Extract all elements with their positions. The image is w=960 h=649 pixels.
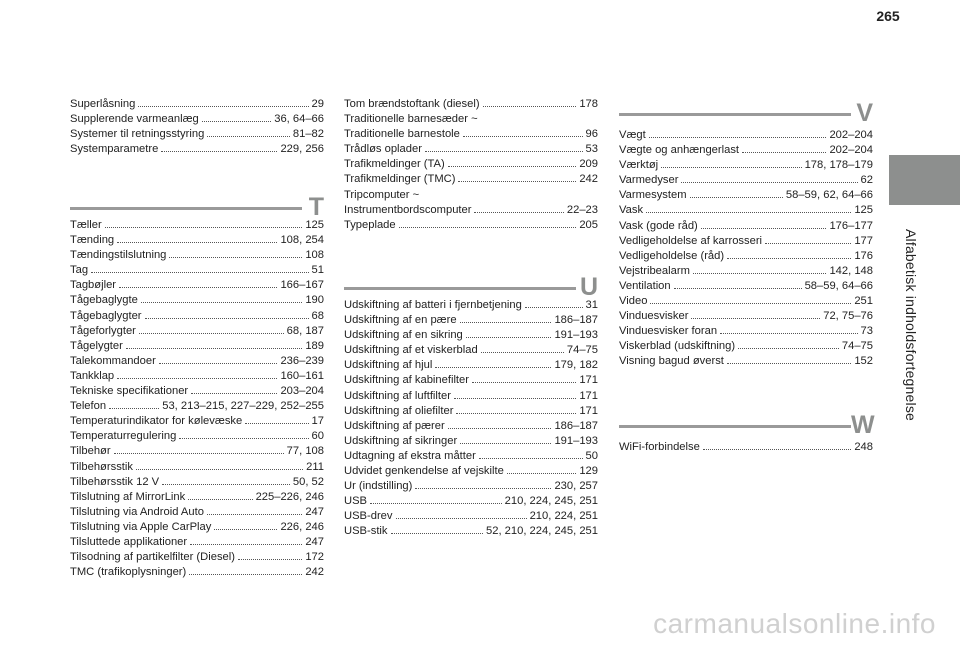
index-pages: 171 — [579, 374, 598, 387]
index-entry — [70, 248, 324, 263]
index-pages: 74–75 — [841, 340, 873, 353]
index-pages: 31 — [585, 299, 598, 311]
index-entry — [70, 293, 324, 308]
section-divider — [619, 113, 851, 116]
index-term: Tilsluttede applikationer — [70, 535, 188, 548]
index-entry — [344, 188, 598, 203]
index-term: Varmesystem — [619, 189, 687, 202]
index-entry — [70, 142, 324, 157]
index-pages: 251 — [854, 295, 873, 308]
index-entry — [619, 234, 873, 249]
chapter-tab — [889, 155, 960, 205]
index-entry — [70, 339, 324, 354]
index-term: Varmedyser — [619, 174, 679, 187]
index-entry — [70, 233, 324, 248]
index-term: Tilbehørsstik — [70, 460, 133, 473]
index-pages: 225–226, 246 — [255, 490, 324, 503]
index-section-w — [619, 408, 873, 455]
index-term: Udskiftning af en sikring — [344, 329, 463, 342]
section-letter: W — [851, 411, 875, 439]
index-entry — [70, 369, 324, 384]
index-term: Tankklap — [70, 369, 115, 382]
index-pages: 242 — [579, 173, 598, 186]
index-term: Trafikmeldinger (TA) — [344, 158, 445, 171]
index-term: Ventilation — [619, 279, 671, 292]
index-pages: 210, 224, 251 — [529, 510, 598, 523]
index-pages: 211 — [306, 460, 324, 473]
index-pages: 171 — [579, 404, 598, 417]
index-pages: 22–23 — [566, 203, 598, 216]
index-term: Vask — [619, 204, 644, 217]
section-letter: T — [308, 193, 324, 221]
index-term: Udskiftning af luftfilter — [344, 389, 451, 402]
index-term: Tagbøjler — [70, 279, 117, 292]
index-section-v — [619, 96, 873, 370]
index-term: Tilbehør — [70, 445, 111, 458]
index-pages: 58–59, 62, 64–66 — [785, 189, 873, 202]
index-pages: 62 — [860, 174, 873, 187]
index-pages: 177 — [854, 234, 873, 247]
index-term: Tænding — [70, 234, 115, 247]
index-pages: 172 — [305, 551, 324, 564]
index-term: Vedligeholdelse (råd) — [619, 249, 725, 262]
section-divider — [619, 425, 851, 428]
index-term: Traditionelle barnesæder ~ — [344, 113, 478, 126]
watermark: carmanualsonline.info — [653, 608, 936, 639]
index-pages: 209 — [579, 158, 598, 171]
index-term: Udtagning af ekstra måtter — [344, 449, 476, 462]
index-term: Tågelygter — [70, 339, 123, 352]
index-entry — [619, 354, 873, 369]
index-pages: 17 — [311, 415, 324, 428]
index-entry — [344, 389, 598, 404]
index-entry — [344, 373, 598, 388]
index-term: Telefon — [70, 400, 107, 413]
section-heading-u — [344, 270, 598, 306]
index-entry — [70, 444, 324, 459]
index-pages: 72, 75–76 — [823, 310, 873, 323]
index-term: Tilbehørsstik 12 V — [70, 475, 160, 488]
index-term: USB-drev — [344, 510, 393, 523]
index-entry — [619, 143, 873, 158]
index-entry — [619, 339, 873, 354]
index-pages: 178 — [579, 98, 598, 110]
index-pages: 125 — [305, 219, 324, 231]
index-pages: 186–187 — [554, 314, 598, 327]
index-term: Tændingstilslutning — [70, 249, 167, 262]
index-entry — [619, 309, 873, 324]
index-pages: 108, 254 — [280, 234, 324, 247]
index-pages: 68 — [311, 309, 324, 322]
index-entry — [70, 565, 324, 580]
index-entry — [344, 509, 598, 524]
index-pages: 202–204 — [829, 144, 873, 157]
index-entry — [619, 324, 873, 339]
index-term: Tekniske specifikationer — [70, 385, 189, 398]
index-term: Udskiftning af batteri i fjernbetjening — [344, 299, 522, 311]
index-entry — [70, 520, 324, 535]
index-term: Superlåsning — [70, 98, 136, 110]
index-entry — [619, 188, 873, 203]
index-pages: 29 — [311, 98, 324, 110]
section-heading-w — [619, 408, 873, 444]
index-term: Viskerblad (udskiftning) — [619, 340, 736, 353]
index-pages: 53, 213–215, 227–229, 252–255 — [162, 400, 324, 413]
section-divider — [344, 287, 576, 290]
index-term: Tom brændstoftank (diesel) — [344, 98, 480, 110]
index-pages: 242 — [305, 566, 324, 579]
chapter-tab-label: Alfabetisk indholdsfortegnelse — [903, 228, 919, 421]
index-term: Tågebaglygter — [70, 309, 142, 322]
index-pages: 36, 64–66 — [274, 113, 324, 126]
index-pages: 52, 210, 224, 245, 251 — [486, 525, 598, 538]
section-divider — [70, 207, 302, 210]
index-entry — [70, 278, 324, 293]
index-entry — [344, 449, 598, 464]
index-term: Vinduesvisker foran — [619, 325, 718, 338]
section-heading-t — [70, 190, 324, 226]
index-block-s — [70, 97, 324, 157]
index-entry — [344, 157, 598, 172]
index-entry — [344, 464, 598, 479]
index-entry — [344, 479, 598, 494]
index-term: Tilslutning via Android Auto — [70, 505, 204, 518]
index-entry — [70, 414, 324, 429]
index-pages: 171 — [579, 389, 598, 402]
index-entry — [619, 279, 873, 294]
index-term: Udvidet genkendelse af vejskilte — [344, 465, 504, 478]
page-number: 265 — [876, 8, 900, 24]
index-entry — [70, 354, 324, 369]
index-term: Typeplade — [344, 218, 396, 231]
index-term: Værktøj — [619, 159, 659, 172]
index-pages: 178, 178–179 — [804, 159, 873, 172]
index-section-t — [70, 190, 324, 580]
index-column-2 — [344, 97, 598, 233]
index-entry — [344, 142, 598, 157]
index-pages: 205 — [579, 218, 598, 231]
index-term: Udskiftning af et viskerblad — [344, 344, 478, 357]
index-section-u — [344, 270, 598, 540]
index-term: Udskiftning af sikringer — [344, 434, 458, 447]
index-term: Udskiftning af hjul — [344, 359, 433, 372]
index-term: Udskiftning af kabinefilter — [344, 374, 469, 387]
index-entry — [619, 173, 873, 188]
index-entry — [344, 524, 598, 539]
index-column-1 — [70, 97, 324, 157]
index-pages: 58–59, 64–66 — [804, 279, 873, 292]
index-pages: 226, 246 — [280, 520, 324, 533]
index-term: Talekommandoer — [70, 354, 156, 367]
index-pages: 247 — [305, 535, 324, 548]
index-term: Temperaturindikator for kølevæske — [70, 415, 243, 428]
index-pages: 74–75 — [566, 344, 598, 357]
index-pages: 73 — [860, 325, 873, 338]
index-entry — [344, 127, 598, 142]
index-pages: 160–161 — [280, 369, 324, 382]
index-pages: 230, 257 — [554, 480, 598, 493]
index-entry — [619, 219, 873, 234]
index-term: Systemer til retningsstyring — [70, 128, 205, 141]
index-pages: 247 — [305, 505, 324, 518]
index-entry — [70, 505, 324, 520]
index-entry — [344, 328, 598, 343]
index-entry — [344, 218, 598, 233]
section-letter: V — [856, 99, 873, 127]
index-entry — [619, 158, 873, 173]
index-term: Temperaturregulering — [70, 430, 177, 443]
index-term: Tågebaglygte — [70, 294, 138, 307]
index-term: Ur (indstilling) — [344, 480, 413, 493]
index-entry — [619, 294, 873, 309]
index-entry — [70, 490, 324, 505]
index-entry — [344, 343, 598, 358]
index-term: Vask (gode råd) — [619, 219, 698, 232]
index-entry — [70, 550, 324, 565]
index-term: Instrumentbordscomputer — [344, 203, 472, 216]
index-entry — [70, 112, 324, 127]
index-pages: 176–177 — [829, 219, 873, 232]
index-pages: 96 — [585, 128, 598, 141]
index-term: Tag — [70, 264, 89, 277]
index-term: Tilslutning via Apple CarPlay — [70, 520, 212, 533]
index-entry — [344, 172, 598, 187]
index-term: TMC (trafikoplysninger) — [70, 566, 187, 579]
index-pages: 229, 256 — [280, 143, 324, 156]
index-term: Visning bagud øverst — [619, 355, 724, 368]
index-pages: 50, 52 — [292, 475, 324, 488]
index-entry — [344, 112, 598, 127]
index-pages: 236–239 — [280, 354, 324, 367]
index-entry — [70, 384, 324, 399]
index-entry — [70, 399, 324, 414]
index-pages: 129 — [579, 465, 598, 478]
index-term: Tilsodning af partikelfilter (Diesel) — [70, 551, 235, 564]
index-term: Video — [619, 295, 648, 308]
index-pages: 50 — [585, 449, 598, 462]
index-entry — [344, 419, 598, 434]
index-entry — [70, 97, 324, 112]
index-term: Udskiftning af en pære — [344, 314, 457, 327]
index-pages: 203–204 — [280, 385, 324, 398]
index-entry — [619, 249, 873, 264]
index-term: Tilslutning af MirrorLink — [70, 490, 186, 503]
index-term: Trafikmeldinger (TMC) — [344, 173, 456, 186]
index-term: Vejstribealarm — [619, 264, 690, 277]
index-pages: 108 — [305, 249, 324, 262]
index-entry — [344, 358, 598, 373]
index-pages: 179, 182 — [554, 359, 598, 372]
section-heading-v — [619, 96, 873, 132]
index-pages: 125 — [854, 204, 873, 217]
index-entry — [619, 264, 873, 279]
index-entry — [70, 535, 324, 550]
index-pages: 190 — [305, 294, 324, 307]
index-term: Vedligeholdelse af karrosseri — [619, 234, 763, 247]
index-term: Vægte og anhængerlast — [619, 144, 740, 157]
index-pages: 142, 148 — [829, 264, 873, 277]
index-entry — [70, 127, 324, 142]
index-pages: 186–187 — [554, 419, 598, 432]
index-entry — [70, 460, 324, 475]
index-pages: 53 — [585, 143, 598, 156]
index-pages: 152 — [854, 355, 873, 368]
section-letter: U — [579, 273, 598, 301]
index-entry — [344, 203, 598, 218]
index-entry — [70, 263, 324, 278]
index-entry — [70, 475, 324, 490]
index-entry — [70, 429, 324, 444]
index-entry — [344, 494, 598, 509]
index-pages: 202–204 — [829, 129, 873, 141]
index-term: Systemparametre — [70, 143, 159, 156]
index-pages: 81–82 — [292, 128, 324, 141]
index-pages: 60 — [311, 430, 324, 443]
index-term: Vægt — [619, 129, 646, 141]
index-entry — [70, 324, 324, 339]
index-term: Udskiftning af oliefilter — [344, 404, 454, 417]
index-term: Traditionelle barnestole — [344, 128, 460, 141]
index-pages: 68, 187 — [286, 324, 324, 337]
index-pages: 210, 224, 245, 251 — [504, 495, 598, 508]
index-entry — [344, 313, 598, 328]
index-entry — [70, 309, 324, 324]
index-term: Tæller — [70, 219, 102, 231]
index-entry — [344, 97, 598, 112]
index-term: WiFi-forbindelse — [619, 441, 700, 453]
index-pages: 248 — [854, 441, 873, 453]
index-pages: 51 — [311, 264, 324, 277]
index-term: Tripcomputer ~ — [344, 188, 420, 201]
index-pages: 189 — [305, 339, 324, 352]
index-pages: 176 — [854, 249, 873, 262]
index-pages: 191–193 — [554, 434, 598, 447]
index-entry — [344, 404, 598, 419]
index-pages: 166–167 — [280, 279, 324, 292]
index-term: USB-stik — [344, 525, 388, 538]
index-entry — [619, 203, 873, 218]
index-term: Trådløs oplader — [344, 143, 422, 156]
index-term: Supplerende varmeanlæg — [70, 113, 199, 126]
index-pages: 191–193 — [554, 329, 598, 342]
index-entry — [344, 434, 598, 449]
index-term: Vinduesvisker — [619, 310, 689, 323]
index-term: Udskiftning af pærer — [344, 419, 445, 432]
index-term: Tågeforlygter — [70, 324, 136, 337]
index-pages: 77, 108 — [286, 445, 324, 458]
index-term: USB — [344, 495, 368, 508]
